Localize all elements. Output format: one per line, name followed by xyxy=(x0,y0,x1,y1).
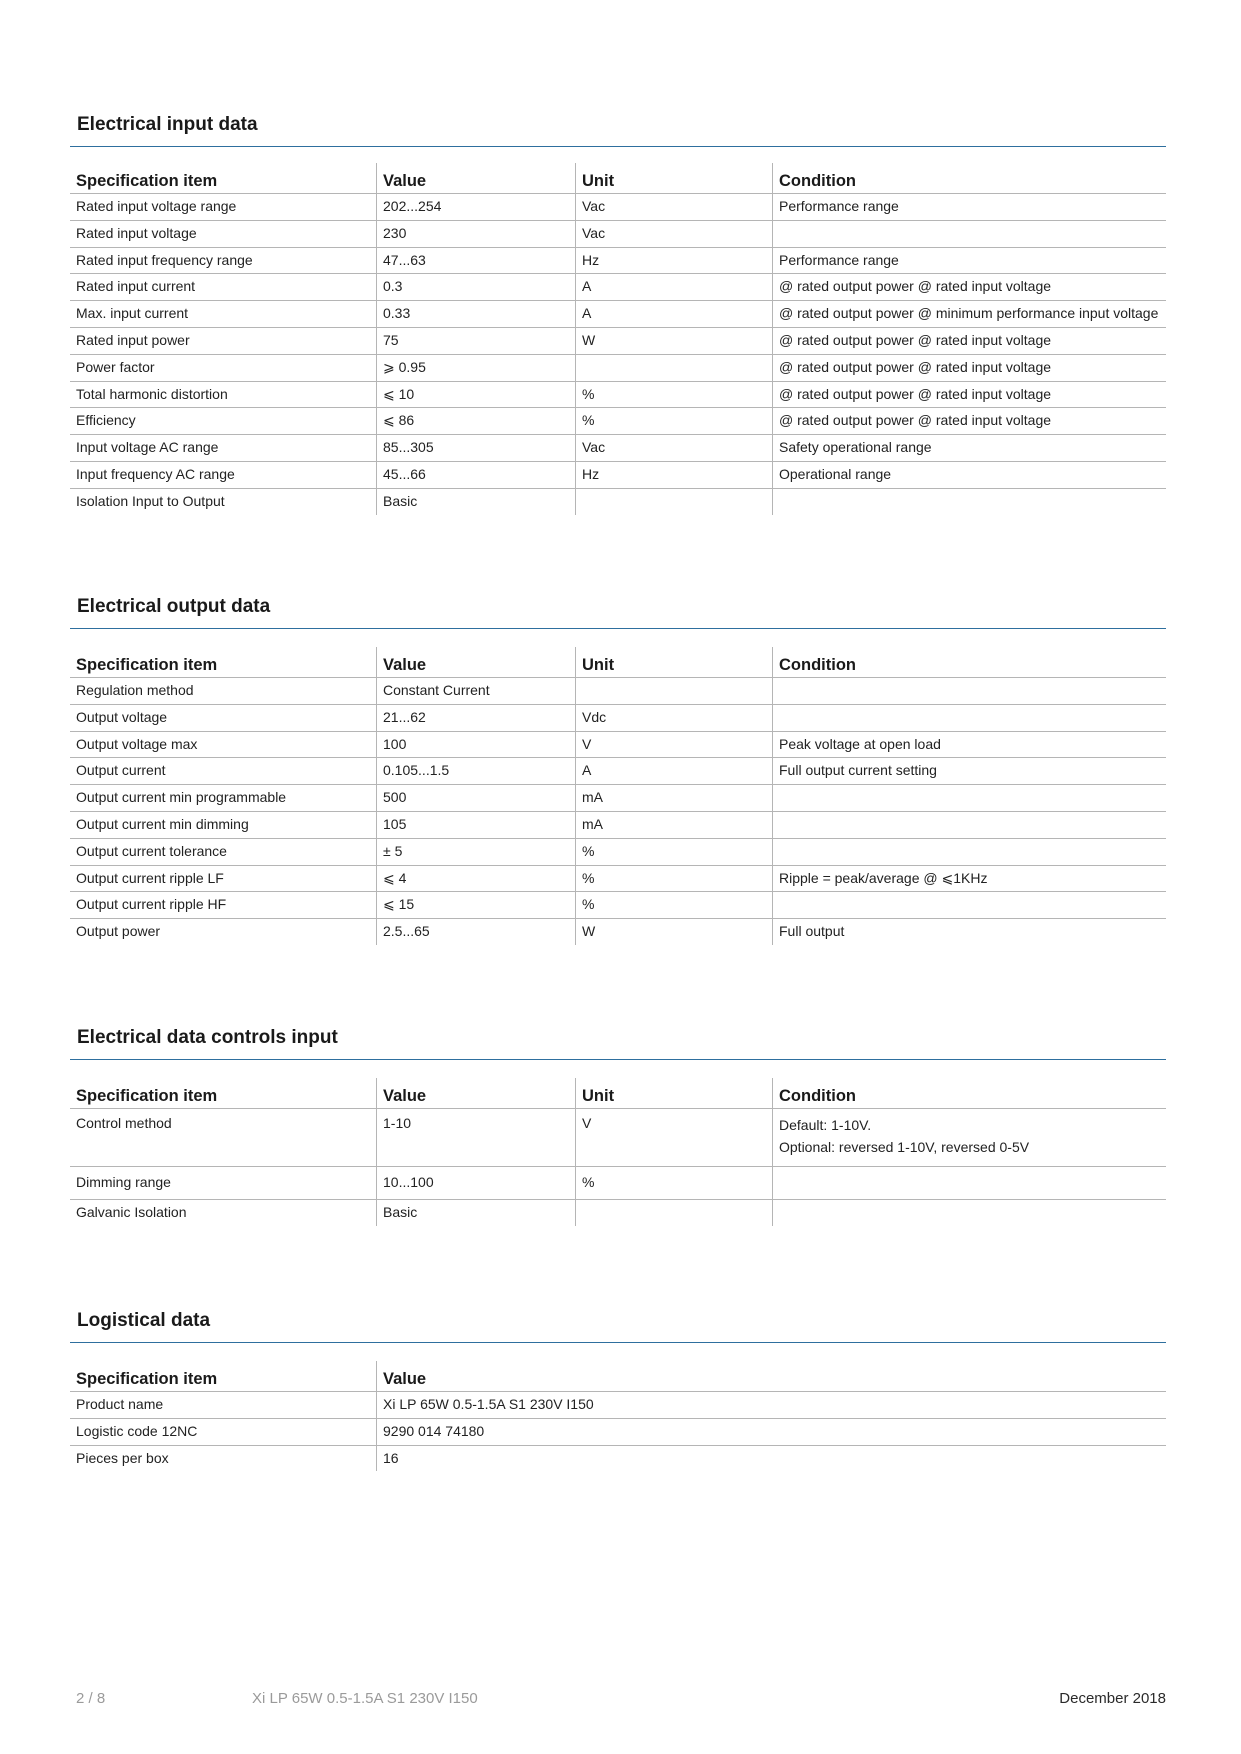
header-value: Value xyxy=(377,1078,576,1109)
table-row xyxy=(70,758,1166,785)
spec-table xyxy=(70,163,1166,515)
cell-unit: V xyxy=(576,1109,773,1167)
table-header xyxy=(70,1361,1166,1392)
cell-unit: Vac xyxy=(576,435,773,462)
cell-unit: Vdc xyxy=(576,704,773,731)
section-title: Electrical output data xyxy=(70,596,1166,629)
cell-condition xyxy=(773,488,1167,514)
cell-value: ⩽ 15 xyxy=(377,892,576,919)
cell-value: 9290 014 74180 xyxy=(377,1418,1167,1445)
header-spec-item: Specification item xyxy=(70,647,377,678)
cell-unit: % xyxy=(576,1167,773,1200)
table-row xyxy=(70,838,1166,865)
table-row xyxy=(70,461,1166,488)
condition-line: Optional: reversed 1-10V, reversed 0-5V xyxy=(779,1139,1030,1155)
cell-unit: A xyxy=(576,301,773,328)
spec-table xyxy=(70,1078,1166,1226)
cell-unit: W xyxy=(576,327,773,354)
table-row xyxy=(70,435,1166,462)
cell-value: ⩽ 86 xyxy=(377,408,576,435)
table-row xyxy=(70,488,1166,514)
cell-spec-item: Output current min dimming xyxy=(70,811,377,838)
header-unit: Unit xyxy=(576,647,773,678)
section-title: Electrical input data xyxy=(70,114,1166,147)
cell-spec-item: Output voltage max xyxy=(70,731,377,758)
header-spec-item: Specification item xyxy=(70,163,377,194)
cell-unit: % xyxy=(576,408,773,435)
table-row xyxy=(70,731,1166,758)
cell-condition xyxy=(773,1200,1167,1226)
cell-unit: Hz xyxy=(576,247,773,274)
cell-condition xyxy=(773,811,1167,838)
cell-condition: Full output current setting xyxy=(773,758,1167,785)
table-row xyxy=(70,919,1166,945)
cell-value: ⩽ 4 xyxy=(377,865,576,892)
cell-spec-item: Rated input power xyxy=(70,327,377,354)
header-value: Value xyxy=(377,163,576,194)
cell-condition: @ rated output power @ rated input voltage xyxy=(773,354,1167,381)
cell-condition: @ rated output power @ rated input voltage xyxy=(773,408,1167,435)
cell-unit: mA xyxy=(576,811,773,838)
cell-spec-item: Output current ripple HF xyxy=(70,892,377,919)
cell-condition: @ rated output power @ rated input voltage xyxy=(773,274,1167,301)
table-row xyxy=(70,194,1166,221)
cell-spec-item: Efficiency xyxy=(70,408,377,435)
cell-unit: Hz xyxy=(576,461,773,488)
cell-spec-item: Power factor xyxy=(70,354,377,381)
cell-value: Basic xyxy=(377,488,576,514)
cell-value: 45...66 xyxy=(377,461,576,488)
header-condition: Condition xyxy=(773,647,1167,678)
cell-condition: @ rated output power @ rated input voltage xyxy=(773,381,1167,408)
header-unit: Unit xyxy=(576,163,773,194)
cell-condition xyxy=(773,1167,1167,1200)
page-number: 2 / 8 xyxy=(76,1690,106,1707)
table-row xyxy=(70,678,1166,705)
table-row xyxy=(70,247,1166,274)
cell-value: 202...254 xyxy=(377,194,576,221)
cell-spec-item: Input voltage AC range xyxy=(70,435,377,462)
cell-unit: Vac xyxy=(576,220,773,247)
section-title: Logistical data xyxy=(70,1310,1166,1343)
cell-value: 10...100 xyxy=(377,1167,576,1200)
table-row xyxy=(70,408,1166,435)
table-row xyxy=(70,1445,1166,1471)
cell-spec-item: Regulation method xyxy=(70,678,377,705)
section-title: Electrical data controls input xyxy=(70,1027,1166,1060)
cell-value: 230 xyxy=(377,220,576,247)
section-electrical-output xyxy=(70,596,1166,945)
cell-value: ± 5 xyxy=(377,838,576,865)
cell-spec-item: Isolation Input to Output xyxy=(76,492,225,509)
cell-spec-item: Logistic code 12NC xyxy=(70,1418,377,1445)
cell-spec-item: Output current tolerance xyxy=(70,838,377,865)
cell-value: Basic xyxy=(377,1200,576,1226)
cell-spec-item: Total harmonic distortion xyxy=(70,381,377,408)
table-row xyxy=(70,892,1166,919)
cell-unit: A xyxy=(576,274,773,301)
cell-unit: V xyxy=(576,731,773,758)
cell-value: ⩽ 10 xyxy=(377,381,576,408)
cell-spec-item: Pieces per box xyxy=(76,1449,169,1466)
table-row xyxy=(70,1392,1166,1419)
header-value: Value xyxy=(377,1361,1167,1392)
cell-spec-item: Rated input voltage range xyxy=(70,194,377,221)
section-logistical xyxy=(70,1310,1166,1471)
cell-spec-item: Rated input voltage xyxy=(70,220,377,247)
cell-value: 500 xyxy=(377,785,576,812)
cell-value: 16 xyxy=(377,1445,1167,1471)
section-electrical-input xyxy=(70,114,1166,515)
table-row xyxy=(70,381,1166,408)
cell-spec-item: Galvanic Isolation xyxy=(76,1204,187,1221)
table-header xyxy=(70,647,1166,678)
spec-table xyxy=(70,1361,1166,1471)
cell-unit xyxy=(576,1200,773,1226)
table-header xyxy=(70,163,1166,194)
cell-value: 2.5...65 xyxy=(377,919,576,945)
cell-value: 47...63 xyxy=(377,247,576,274)
cell-unit: mA xyxy=(576,785,773,812)
table-row xyxy=(70,220,1166,247)
cell-value: 75 xyxy=(377,327,576,354)
cell-condition xyxy=(773,678,1167,705)
cell-condition xyxy=(773,785,1167,812)
cell-condition xyxy=(773,838,1167,865)
cell-spec-item: Output current xyxy=(70,758,377,785)
cell-value: Constant Current xyxy=(377,678,576,705)
table-header xyxy=(70,1078,1166,1109)
cell-spec-item: Output power xyxy=(76,923,161,940)
header-spec-item: Specification item xyxy=(70,1361,377,1392)
cell-condition: Performance range xyxy=(773,247,1167,274)
footer-product-name: Xi LP 65W 0.5-1.5A S1 230V I150 xyxy=(252,1690,478,1707)
cell-spec-item: Rated input frequency range xyxy=(70,247,377,274)
cell-unit: % xyxy=(576,892,773,919)
cell-condition: Full output xyxy=(773,919,1167,945)
cell-value: 1-10 xyxy=(377,1109,576,1167)
cell-unit: % xyxy=(576,838,773,865)
condition-line: Default: 1-10V. xyxy=(779,1117,872,1133)
cell-condition: @ rated output power @ minimum performance input voltage xyxy=(773,301,1167,328)
table-row xyxy=(70,301,1166,328)
cell-spec-item: Product name xyxy=(70,1392,377,1419)
cell-spec-item: Control method xyxy=(70,1109,377,1167)
cell-condition: Safety operational range xyxy=(773,435,1167,462)
header-condition: Condition xyxy=(773,163,1167,194)
cell-spec-item: Output voltage xyxy=(70,704,377,731)
cell-unit xyxy=(576,678,773,705)
header-condition: Condition xyxy=(773,1078,1167,1109)
cell-unit: W xyxy=(576,919,773,945)
header-unit: Unit xyxy=(576,1078,773,1109)
cell-spec-item: Output current min programmable xyxy=(70,785,377,812)
cell-unit xyxy=(576,488,773,514)
cell-unit: % xyxy=(576,381,773,408)
cell-unit: A xyxy=(576,758,773,785)
table-row xyxy=(70,354,1166,381)
cell-value: ⩾ 0.95 xyxy=(377,354,576,381)
cell-unit: % xyxy=(576,865,773,892)
table-row xyxy=(70,1418,1166,1445)
cell-value: 21...62 xyxy=(377,704,576,731)
cell-value: 0.105...1.5 xyxy=(377,758,576,785)
cell-condition xyxy=(773,1109,1167,1167)
table-row xyxy=(70,865,1166,892)
table-row xyxy=(70,704,1166,731)
header-spec-item: Specification item xyxy=(70,1078,377,1109)
cell-condition: @ rated output power @ rated input voltage xyxy=(773,327,1167,354)
table-row xyxy=(70,1167,1166,1200)
table-row xyxy=(70,1200,1166,1226)
cell-value: 85...305 xyxy=(377,435,576,462)
header-value: Value xyxy=(377,647,576,678)
cell-condition: Peak voltage at open load xyxy=(773,731,1167,758)
table-row xyxy=(70,1109,1166,1167)
cell-spec-item: Dimming range xyxy=(70,1167,377,1200)
cell-condition xyxy=(773,220,1167,247)
table-row xyxy=(70,327,1166,354)
cell-unit xyxy=(576,354,773,381)
table-row xyxy=(70,785,1166,812)
section-controls-input xyxy=(70,1027,1166,1226)
cell-value: Xi LP 65W 0.5-1.5A S1 230V I150 xyxy=(377,1392,1167,1419)
cell-condition: Performance range xyxy=(773,194,1167,221)
footer-date: December 2018 xyxy=(1059,1690,1166,1707)
table-row xyxy=(70,274,1166,301)
cell-value: 0.3 xyxy=(377,274,576,301)
cell-spec-item: Max. input current xyxy=(70,301,377,328)
cell-condition xyxy=(773,892,1167,919)
cell-condition xyxy=(773,704,1167,731)
cell-spec-item: Rated input current xyxy=(70,274,377,301)
cell-value: 105 xyxy=(377,811,576,838)
table-row xyxy=(70,811,1166,838)
cell-spec-item: Input frequency AC range xyxy=(70,461,377,488)
cell-unit: Vac xyxy=(576,194,773,221)
cell-condition: Operational range xyxy=(773,461,1167,488)
cell-value: 0.33 xyxy=(377,301,576,328)
cell-value: 100 xyxy=(377,731,576,758)
cell-condition: Ripple = peak/average @ ⩽1KHz xyxy=(773,865,1167,892)
spec-table xyxy=(70,647,1166,945)
cell-spec-item: Output current ripple LF xyxy=(70,865,377,892)
